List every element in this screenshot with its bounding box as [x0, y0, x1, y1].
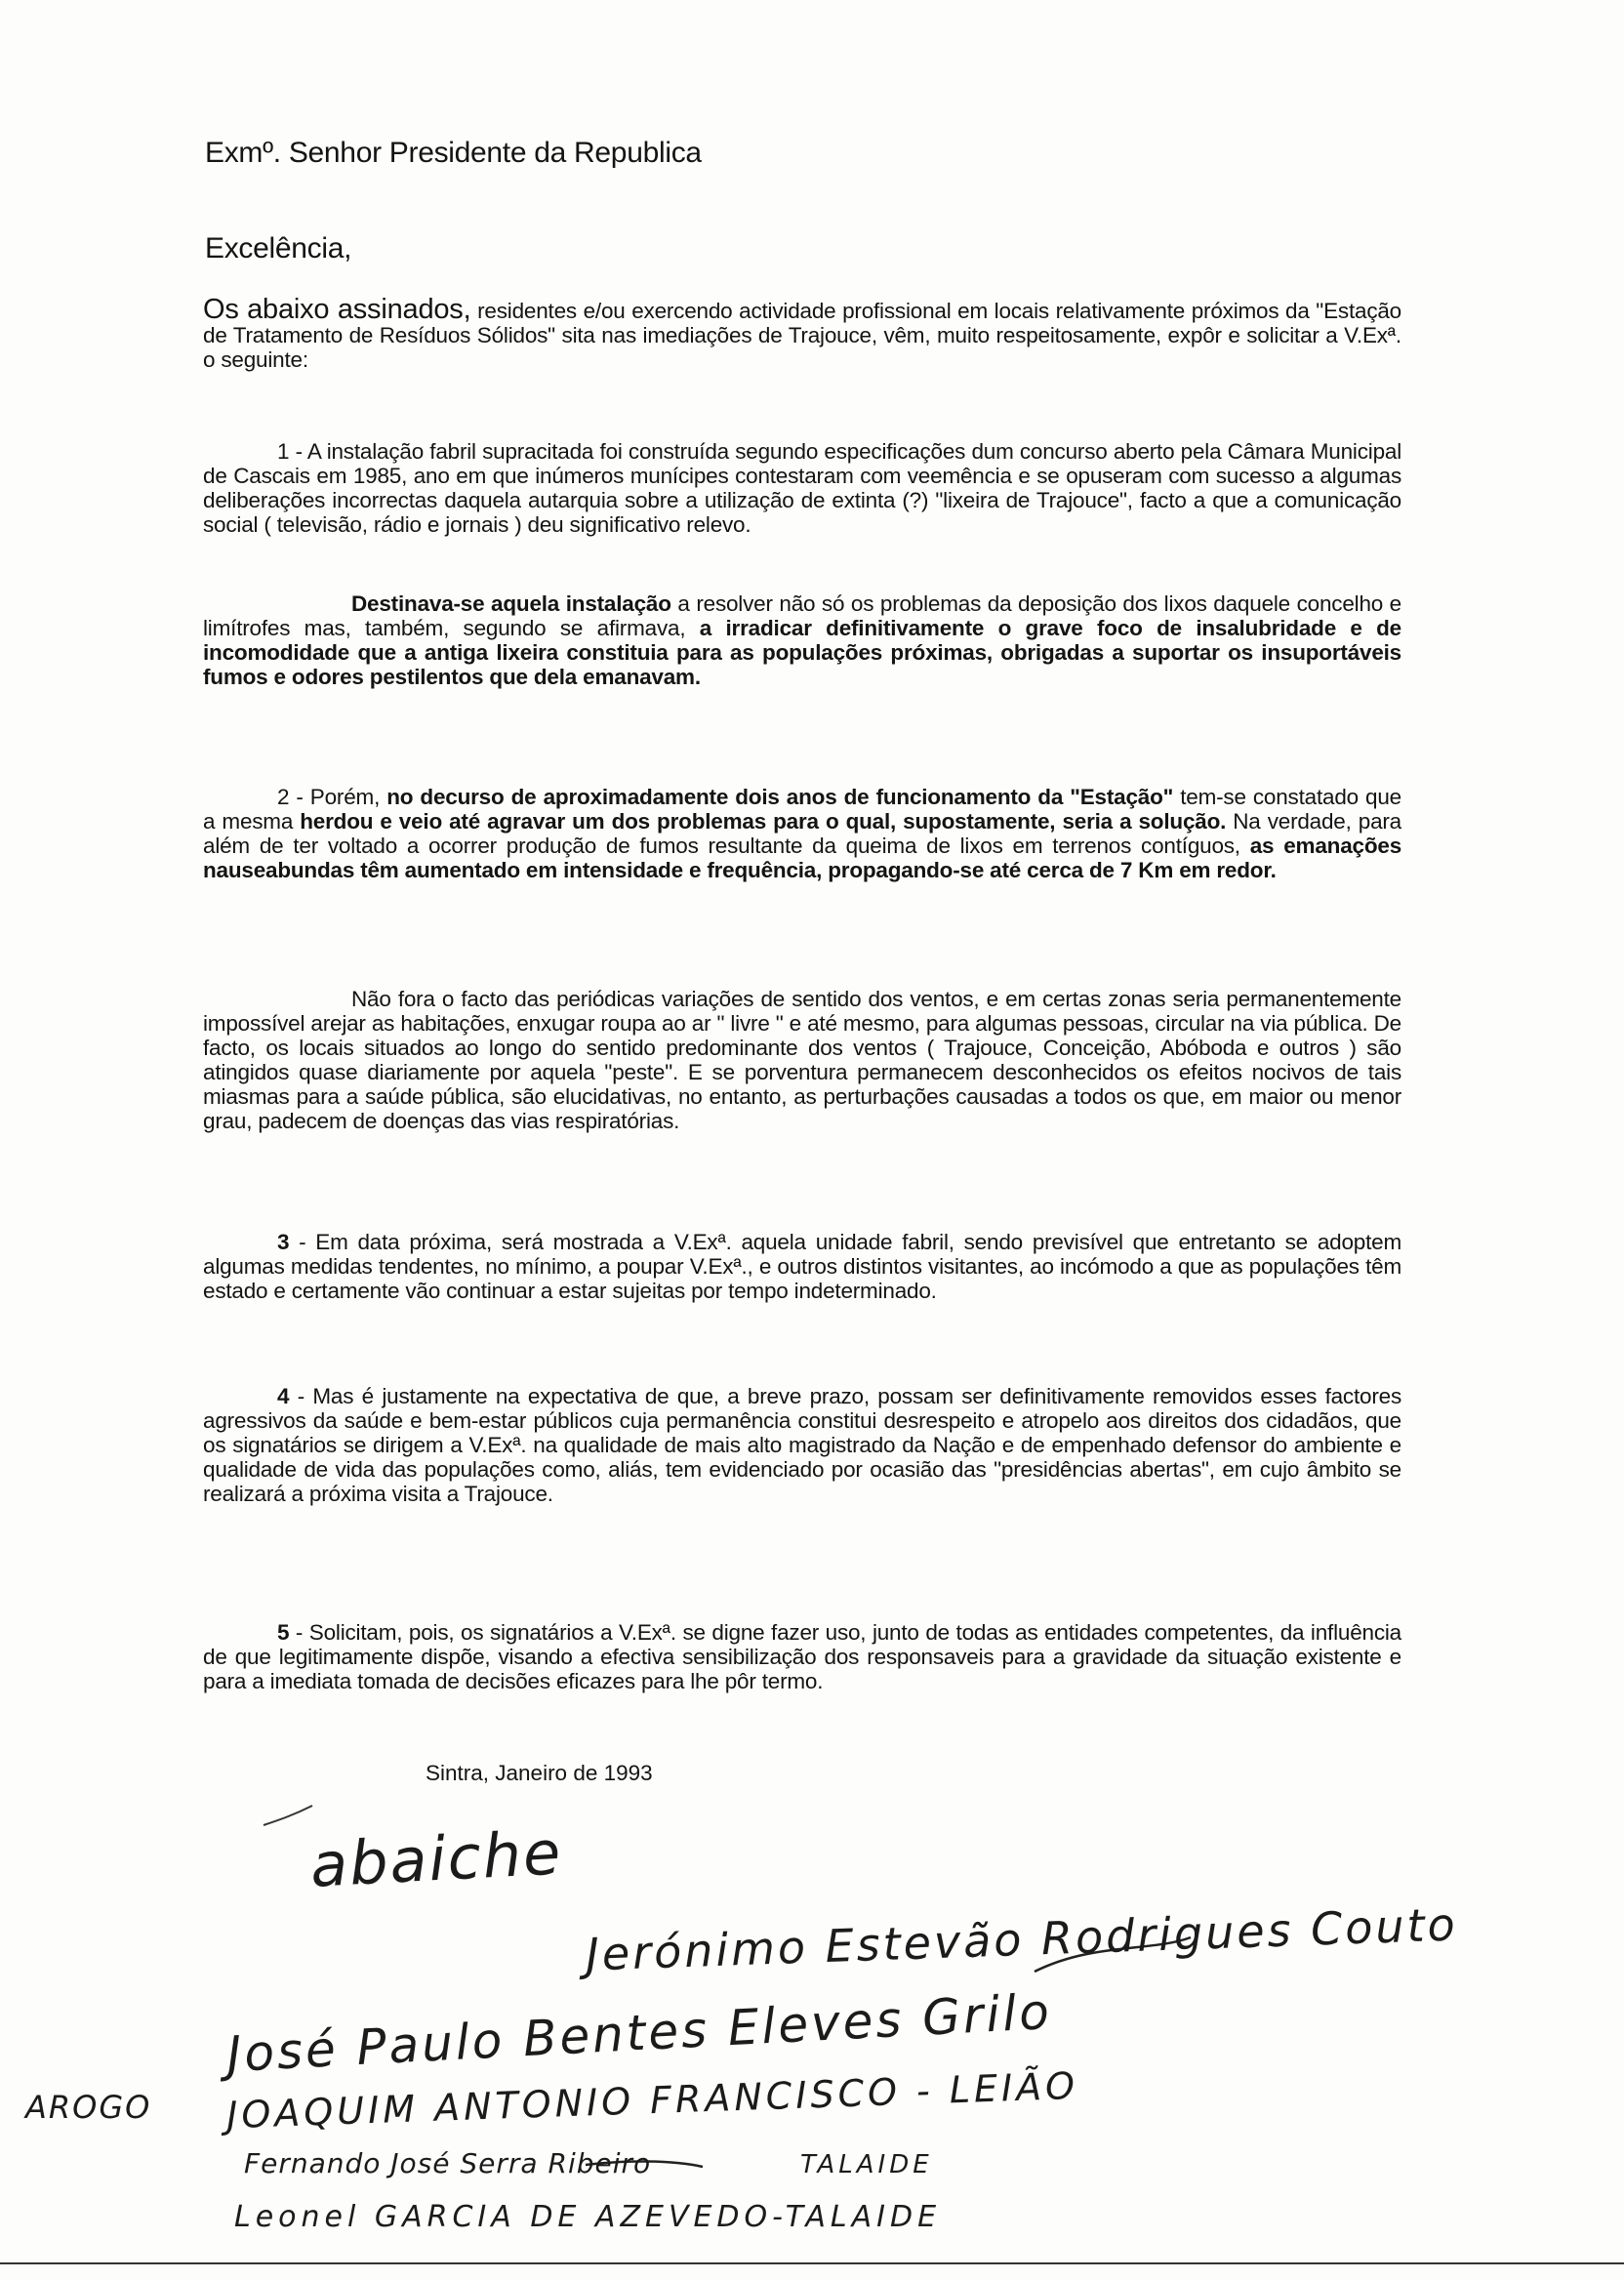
signature-arogo: AROGO — [25, 2089, 152, 2126]
paragraph-3 — [203, 1230, 1401, 1303]
signature-6: Leonel GARCIA DE AZEVEDO-TALAIDE — [234, 2200, 942, 2234]
page-bottom-edge — [0, 2262, 1624, 2264]
paragraph-1-text: 1 - A instalação fabril supracitada foi construída segundo especificações dum concurso aberto pela Câmara Municipal de Cascais em 1985, ano em que inúmeros munícipes contestaram com veemência e se opuseram com sucesso a algumas deliberações incorrectas daquela autarquia sobre a utilização de extinta (?) "lixeira de Trajouce", facto a que a comunicação social ( televisão, rádio e jornais ) deu significativo relevo. — [203, 439, 1401, 537]
p2-bold-c: as emanações nauseabundas têm aumentado em intensidade e frequência, propagando-se até cerca de 7 Km em redor. — [203, 834, 1402, 882]
paragraph-1b — [203, 591, 1401, 689]
paragraph-5 — [203, 1620, 1401, 1693]
p1b-mid: a resolver não só os problemas da deposição dos lixos daquele concelho e limítrofes mas, também, segundo se afirmava, — [203, 591, 1401, 640]
greeting: Excelência, — [205, 232, 352, 265]
paragraph-2 — [203, 785, 1401, 882]
p2-bold-b: herdou e veio até agravar um dos problemas para o qual, supostamente, seria a solução. — [300, 809, 1227, 834]
p4-num: 4 — [277, 1384, 290, 1408]
intro-lead: Os abaixo assinados, — [203, 294, 471, 325]
paragraph-2b-text: Não fora o facto das periódicas variações de sentido dos ventos, e em certas zonas seria permanentemente impossível arejar as habitações, enxugar roupa ao ar " livre " e até mesmo, para algumas pessoas, circular na via pública. De facto, os locais situados ao longo do sentido predominante dos ventos ( Trajouce, Conceição, Abóboda e outros ) são atingidos quase diariamente por aquela "peste". E se porventura permanecem desconhecidos os efeitos nocivos de tais miasmas para a saúde pública, são elucidativas, no entanto, as perturbações causadas a todos os que, em maior ou menor grau, padecem de doenças das vias respiratórias. — [203, 987, 1401, 1133]
paragraph-1 — [203, 439, 1401, 537]
signature-1: abaiche — [308, 1816, 564, 1901]
p3-num: 3 — [277, 1230, 290, 1254]
signature-2: Jerónimo Estevão Rodrigues Couto — [585, 1897, 1459, 1981]
intro-paragraph — [203, 294, 1401, 372]
paragraph-4 — [203, 1384, 1401, 1506]
p5-num: 5 — [277, 1620, 290, 1645]
place-date: Sintra, Janeiro de 1993 — [426, 1761, 653, 1785]
signature-3: José Paulo Bentes Eleves Grilo — [225, 1982, 1054, 2084]
signature-4: JOAQUIM ANTONIO FRANCISCO - LEIÃO — [225, 2063, 1079, 2138]
p2-bold-a: no decurso de aproximadamente dois anos de funcionamento da "Estação" — [386, 785, 1174, 809]
p3-text: - Em data próxima, será mostrada a V.Exª. aquela unidade fabril, sendo previsível que entretanto se adoptem algumas medidas tendentes, no mínimo, a poupar V.Exª., e outros distintos visitantes, ao incómodo a que as populações têm estado e certamente vão continuar a estar sujeitas por tempo indeterminado. — [203, 1230, 1401, 1303]
intro-text: residentes e/ou exercendo actividade profissional em locais relativamente próximos da "Estação de Tratamento de Resíduos Sólidos" sita nas imediações de Trajouce, vêm, muito respeitosamente, expôr e solicitar a V.Exª. o seguinte: — [203, 299, 1401, 372]
p1b-bold-b: a irradicar definitivamente o grave foco de insalubridade e de incomodidade que a antiga lixeira constituia para as populações próximas, obrigadas a suportar os insuportáveis fumos e odores pestilentos que dela emanavam. — [203, 616, 1401, 689]
p4-text: - Mas é justamente na expectativa de que, a breve prazo, possam ser definitivamente removidos esses factores agressivos da saúde e bem-estar públicos cuja permanência constitui desrespeito e atropelo aos direitos dos cidadãos, que os signatários se dirigem a V.Exª. na qualidade de mais alto magistrado da Nação e de empenhado defensor do ambiente e qualidade de vida das populações como, aliás, tem evidenciado por ocasião das "presidências abertas", em cujo âmbito se realizará a próxima visita a Trajouce. — [203, 1384, 1401, 1506]
paragraph-2b — [203, 987, 1401, 1133]
signature-5: Fernando José Serra Ribeiro — [244, 2147, 652, 2179]
p1b-bold-a: Destinava-se aquela instalação — [351, 591, 671, 616]
p2-a: 2 - Porém, — [277, 785, 387, 809]
addressee: Exmº. Senhor Presidente da Republica — [205, 137, 702, 169]
p2-b: tem-se constatado que a mesma — [203, 785, 1401, 834]
p5-text: - Solicitam, pois, os signatários a V.Exª. se digne fazer uso, junto de todas as entidades competentes, da influência de que legitimamente dispõe, visando a efectiva sensibilização dos responsaveis para a gravidade da situação existente e para a imediata tomada de decisões eficazes para lhe pôr termo. — [203, 1620, 1401, 1693]
signature-5-place: TALAIDE — [800, 2150, 933, 2179]
p2-c: Na verdade, para além de ter voltado a ocorrer produção de fumos resultante da queima de lixos em terrenos contíguos, — [203, 809, 1401, 858]
